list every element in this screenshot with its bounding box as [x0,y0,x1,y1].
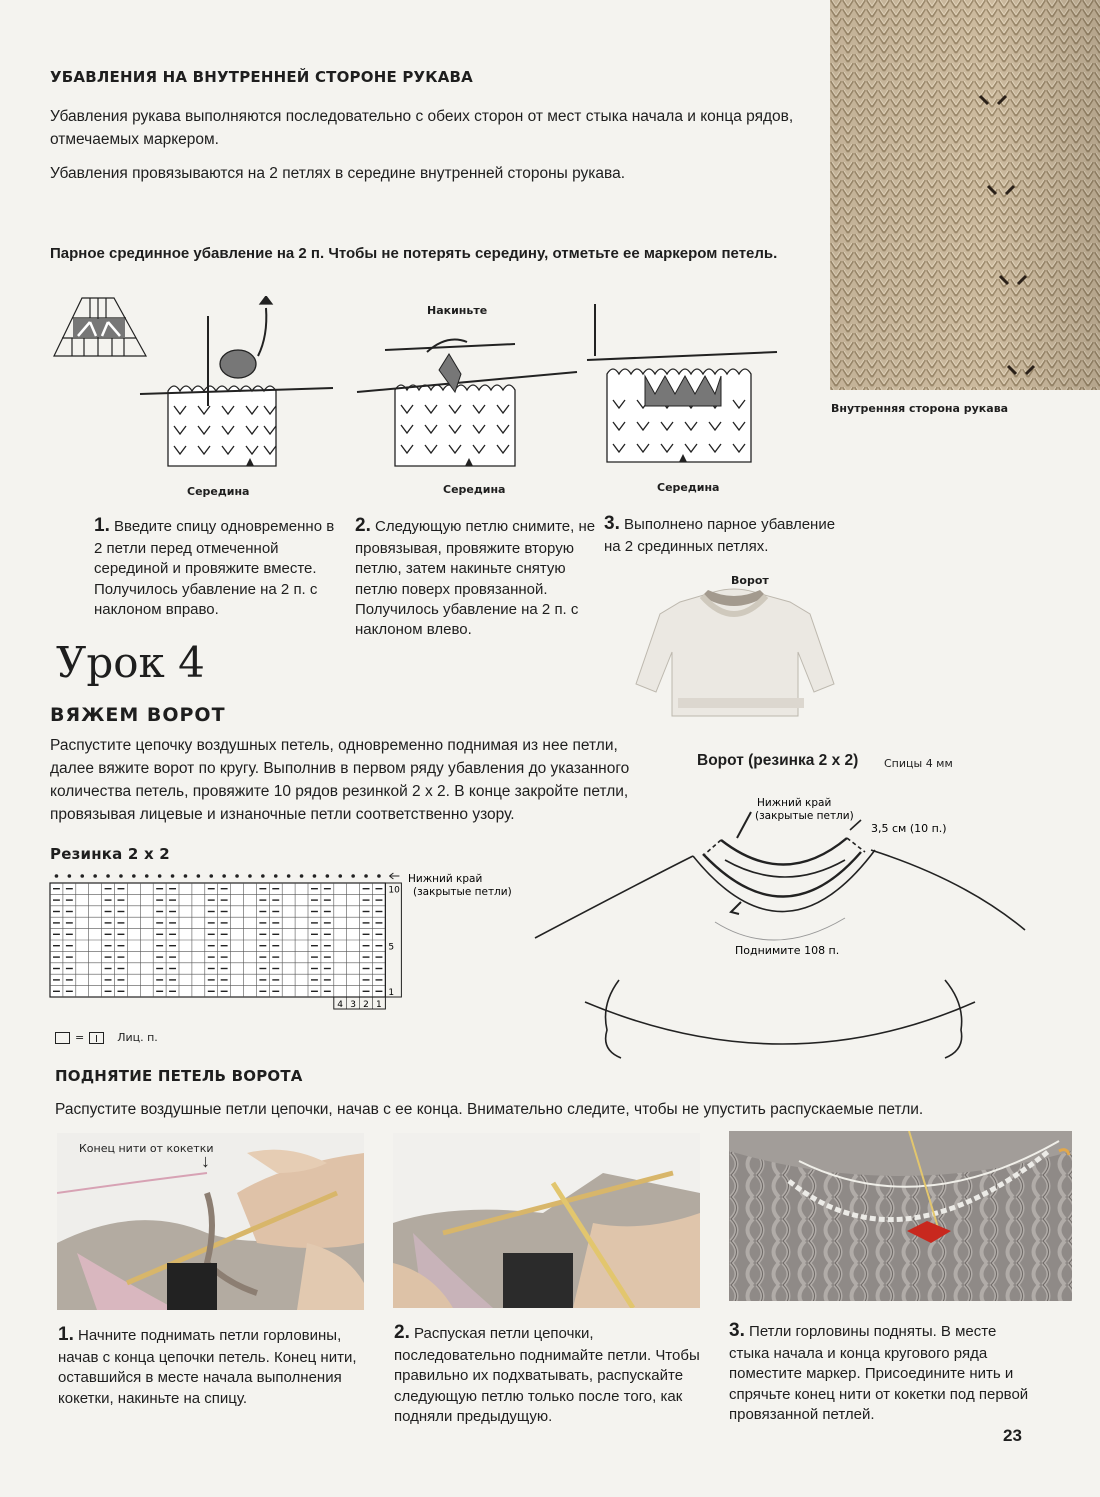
decrease-step-1-illustration [138,296,338,486]
step-text: Следующую петлю снимите, не провязывая, провяжите вторую петлю, затем накиньте снятую петлю поверх провязанной. Получилось убавление на 2 п. с наклоном влево. [355,518,596,639]
cast-off-dot [300,874,304,878]
cast-off-dot [93,874,97,878]
cast-off-dot [338,874,342,878]
column-number-label: 2 [363,1000,369,1010]
sleeve-heading: УБАВЛЕНИЯ НА ВНУТРЕННЕЙ СТОРОНЕ РУКАВА [50,68,473,86]
sleeve-paragraph-1: Убавления рукава выполняются последовательно с обеих сторон от мест стыка начала и конца рядов, отмечаемых маркером. [50,108,794,148]
edge-arrow-icon [389,873,399,879]
cast-off-dot [171,874,175,878]
cast-off-dot [55,874,59,878]
decrease-step-2 [355,513,597,641]
collar-height-label: 3,5 см (10 п.) [871,822,947,835]
step-text: Петли горловины подняты. В месте стыка начала и конца кругового ряда поместите маркер. Присоедините нить и спрячьте конец нити от кокетки под первой провязанной петлей. [729,1323,1029,1423]
collar-edge-label-2: (закрытые петли) [755,810,854,822]
pickup-intro: Распустите воздушные петли цепочки, начав с ее конца. Внимательно следите, чтобы не упустить распускаемые петли. [55,1101,924,1118]
step-text: Введите спицу одновременно в 2 петли перед отмеченной серединой и провяжите вместе. Получилось убавление на 2 п. с наклоном вправо. [94,518,335,618]
pickup-heading: ПОДНЯТИЕ ПЕТЕЛЬ ВОРОТА [55,1067,303,1085]
cast-off-dot [248,874,252,878]
cast-off-dot [80,874,84,878]
step-number: 1. [94,515,110,536]
cast-off-dot [222,874,226,878]
sleeve-paragraph-2: Убавления провязываются на 2 петлях в середине внутренней стороны рукава. [50,165,626,182]
decrease-step-2-illustration [355,300,580,480]
yarn-end-label: Конец нити от кокетки [79,1142,214,1155]
step-number: 1. [58,1324,74,1345]
lesson-title: Урок 4 [56,638,205,687]
cast-off-dot [351,874,355,878]
middle-label-2: Середина [443,483,506,496]
step-text: Распуская петли цепочки, последовательно поднимайте петли. Чтобы правильно их подхватывать, распускайте следующую петлю только после того, как подняли предыдущую. [394,1325,700,1425]
step-number: 2. [355,515,371,536]
pickup-photo-2 [393,1133,700,1308]
pickup-step-3 [729,1318,1029,1425]
step-number: 3. [604,513,620,534]
cast-off-dot [313,874,317,878]
row-number-label: 1 [388,988,395,998]
cast-off-dot [145,874,149,878]
row-number-label: 5 [388,942,395,953]
pickup-photo-2-image [393,1133,700,1308]
cast-off-dot [119,874,123,878]
decrease-step-3 [604,511,842,557]
collar-diagram [525,790,1045,1065]
cast-off-dot [377,874,381,878]
collar-needles: Спицы 4 мм [884,757,953,770]
cast-off-dot [235,874,239,878]
sleeve-photo-caption: Внутренняя сторона рукава [831,402,1009,415]
sleeve-photo [830,0,1100,390]
rib-chart-grid [50,873,401,1010]
sleeve-subheading: Парное срединное убавление на 2 п. Чтобы не потерять середину, отметьте ее маркером петель. [50,245,778,262]
rib-chart-edge-label-1: Нижний край [408,873,483,885]
cast-off-dot [364,874,368,878]
decrease-step-3-illustration [585,300,785,476]
knit-texture-image [830,0,1100,390]
collar-title: Ворот (резинка 2 х 2) [697,752,859,769]
rib-chart-legend [55,1031,158,1044]
sweater-image [614,586,844,720]
pickup-photo-1-image [57,1133,364,1310]
sweater-label: Ворот [731,574,769,587]
legend-equals: = [75,1031,85,1044]
throw-over-label: Накиньте [427,304,488,317]
pickup-photo-3-image [729,1131,1072,1301]
cast-off-dot [184,874,188,878]
cast-off-dot [158,874,162,878]
step-text: Начните поднимать петли горловины, начав с конца цепочки петель. Конец нити, оставшийся в месте начала выполнения кокетки, накиньте на спицу. [58,1327,357,1407]
pickup-photo-3 [729,1131,1072,1301]
cast-off-dot [326,874,330,878]
lesson-paragraph: Распустите цепочку воздушных петель, одновременно поднимая из нее петли, далее вяжите ворот по кругу. Выполнив в первом ряду убавления до указанного количества петель, провяжите 10 рядов резинкой 2 х 2. В конце закройте петли, провязывая лицевые и изнаночные петли соответственно узору. [50,737,630,823]
cast-off-dot [209,874,213,878]
pickup-step-2 [394,1320,706,1427]
cast-off-dot [197,874,201,878]
pickup-step-1 [58,1322,370,1409]
column-number-label: 3 [350,1000,356,1010]
down-arrow-icon: ↓ [201,1151,210,1171]
empty-cell-icon [55,1032,70,1044]
pickup-photo-1 [57,1133,364,1310]
cast-off-dot [68,874,72,878]
middle-label-3: Середина [657,481,720,494]
legend-text: Лиц. п. [117,1031,158,1044]
rib-chart-title: Резинка 2 х 2 [50,845,170,863]
column-number-label: 1 [376,1000,382,1010]
cast-off-dot [287,874,291,878]
page-number: 23 [1003,1426,1022,1445]
column-number-label: 4 [337,1000,344,1010]
decrease-step-1 [94,513,344,620]
collar-edge-label-1: Нижний край [757,797,832,809]
lesson-heading: ВЯЖЕМ ВОРОТ [50,704,226,726]
cast-off-dot [261,874,265,878]
row-number-label: 10 [388,885,400,896]
cast-off-dot [106,874,110,878]
middle-label-1: Середина [187,485,250,498]
collar-pickup-label: Поднимите 108 п. [735,944,840,957]
knit-stitch-icon [89,1032,104,1044]
rib-chart [44,866,514,1026]
step-text: Выполнено парное убавление на 2 срединных петлях. [604,516,836,555]
cast-off-dot [274,874,278,878]
rib-chart-edge-label-2: (закрытые петли) [413,886,512,898]
step-number: 2. [394,1322,410,1343]
decrease-chart-symbol [50,296,150,360]
cast-off-dot [132,874,136,878]
step-number: 3. [729,1320,745,1341]
